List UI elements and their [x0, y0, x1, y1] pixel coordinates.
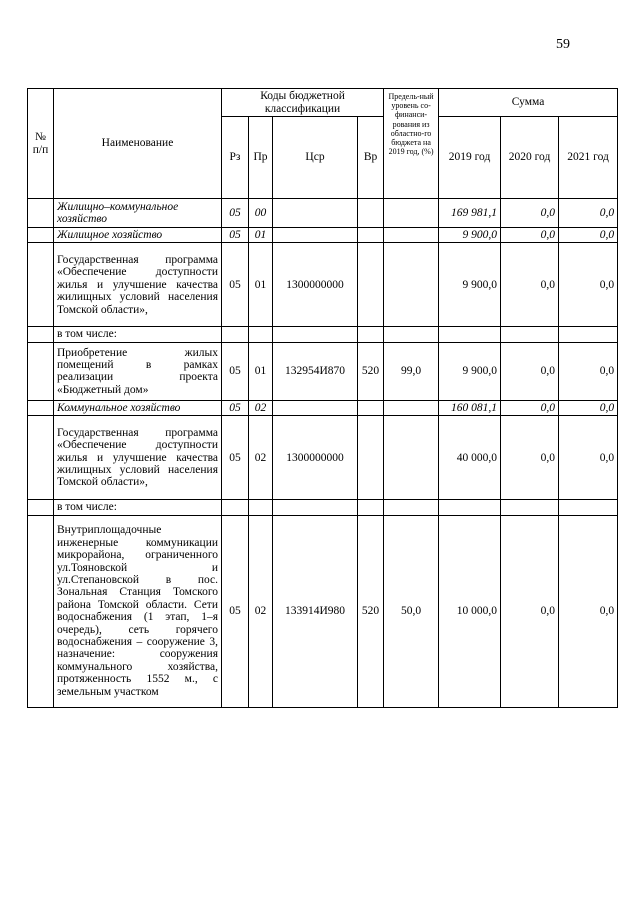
row-csr [273, 228, 358, 243]
row-csr [273, 199, 358, 228]
row-csr: 1300000000 [273, 243, 358, 327]
row-pr: 01 [249, 342, 273, 400]
row-level [384, 228, 439, 243]
row-level [384, 243, 439, 327]
budget-table [27, 88, 618, 708]
table-row [28, 400, 618, 415]
row-2019: 9 900,0 [439, 342, 501, 400]
row-vr [358, 400, 384, 415]
row-pr: 02 [249, 416, 273, 500]
row-2020: 0,0 [501, 342, 559, 400]
header-2020: 2020 год [501, 117, 559, 199]
row-level [384, 400, 439, 415]
row-2021: 0,0 [559, 228, 618, 243]
header-rz: Рз [222, 117, 249, 199]
header-csr: Цср [273, 117, 358, 199]
row-level [384, 416, 439, 500]
row-vr [358, 416, 384, 500]
row-csr [273, 400, 358, 415]
table-row [28, 327, 618, 342]
row-2021: 0,0 [559, 400, 618, 415]
row-rz: 05 [222, 515, 249, 707]
row-rz: 05 [222, 342, 249, 400]
row-name: Жилищно–коммунальное хозяйство [54, 199, 222, 228]
row-name: Жилищное хозяйство [54, 228, 222, 243]
row-2020: 0,0 [501, 243, 559, 327]
row-2019: 10 000,0 [439, 515, 501, 707]
row-2020: 0,0 [501, 400, 559, 415]
row-vr [358, 243, 384, 327]
row-2019: 9 900,0 [439, 243, 501, 327]
row-2019: 160 081,1 [439, 400, 501, 415]
row-name: Государственная программа «Обеспечение доступности жилья и улучшение качества жилищных условий населения Томской области», [54, 416, 222, 500]
table-row [28, 416, 618, 500]
row-rz: 05 [222, 243, 249, 327]
table-header-row [28, 89, 618, 117]
row-rz: 05 [222, 199, 249, 228]
header-name: Наименование [54, 89, 222, 199]
table-row [28, 199, 618, 228]
row-2021: 0,0 [559, 342, 618, 400]
row-name: Коммунальное хозяйство [54, 400, 222, 415]
row-2020: 0,0 [501, 515, 559, 707]
row-2020: 0,0 [501, 416, 559, 500]
row-pr: 01 [249, 243, 273, 327]
header-vr: Вр [358, 117, 384, 199]
row-name: Государственная программа «Обеспечение доступности жилья и улучшение качества жилищных условий населения Томской области», [54, 243, 222, 327]
row-2021: 0,0 [559, 515, 618, 707]
row-rz: 05 [222, 228, 249, 243]
row-name: Внутриплощадочные инженерные коммуникации микрорайона, ограниченного ул.Тояновской и ул.Степановской в пос. Зональная Станция Томского района Томской области. Сети водоснабжения (1 этап, 1–я очередь), сеть горячего водоснабжения – сооружение 3, назначение: сооружения коммунального хозяйства, протяженность 1552 м., с земельным участком [54, 515, 222, 707]
row-csr: 133914И980 [273, 515, 358, 707]
row-vr [358, 199, 384, 228]
header-2019: 2019 год [439, 117, 501, 199]
row-vr [358, 228, 384, 243]
header-num: № п/п [28, 89, 54, 199]
row-level [384, 199, 439, 228]
row-csr: 132954И870 [273, 342, 358, 400]
table-row [28, 243, 618, 327]
row-2021: 0,0 [559, 416, 618, 500]
header-level: Предель-ный уровень со-финанси-рования из областно-го бюджета на 2019 год, (%) [384, 89, 439, 199]
table-row [28, 228, 618, 243]
row-name: в том числе: [54, 327, 222, 342]
row-name: Приобретение жилых помещений в рамках реализации проекта «Бюджетный дом» [54, 342, 222, 400]
row-vr: 520 [358, 515, 384, 707]
row-rz: 05 [222, 400, 249, 415]
row-pr: 02 [249, 515, 273, 707]
row-2021: 0,0 [559, 243, 618, 327]
row-2019: 40 000,0 [439, 416, 501, 500]
row-level: 99,0 [384, 342, 439, 400]
table-row [28, 342, 618, 400]
header-2021: 2021 год [559, 117, 618, 199]
row-name: в том числе: [54, 500, 222, 515]
row-rz: 05 [222, 416, 249, 500]
header-sum: Сумма [439, 89, 618, 117]
row-2021: 0,0 [559, 199, 618, 228]
row-2019: 169 981,1 [439, 199, 501, 228]
table-row [28, 500, 618, 515]
row-pr: 02 [249, 400, 273, 415]
row-2020: 0,0 [501, 199, 559, 228]
page-number: 59 [556, 37, 570, 52]
header-pr: Пр [249, 117, 273, 199]
row-2020: 0,0 [501, 228, 559, 243]
header-codes: Коды бюджетной классификации [222, 89, 384, 117]
row-pr: 01 [249, 228, 273, 243]
row-2019: 9 900,0 [439, 228, 501, 243]
row-level: 50,0 [384, 515, 439, 707]
table-row [28, 515, 618, 707]
row-csr: 1300000000 [273, 416, 358, 500]
row-vr: 520 [358, 342, 384, 400]
row-pr: 00 [249, 199, 273, 228]
